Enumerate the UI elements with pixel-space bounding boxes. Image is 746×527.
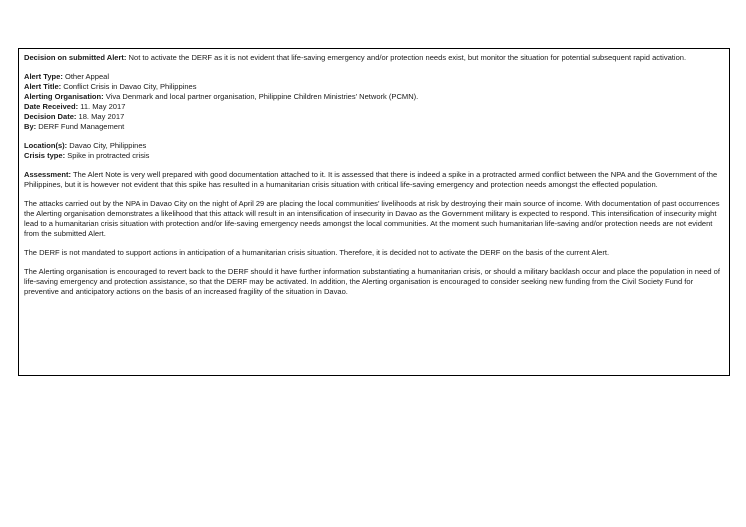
detail-location — [24, 141, 724, 151]
detail-value: Spike in protracted crisis — [65, 151, 150, 160]
detail-value: DERF Fund Management — [36, 122, 125, 131]
detail-label: Alert Type: — [24, 72, 63, 81]
detail-label: By: — [24, 122, 37, 131]
detail-value: Davao City, Philippines — [67, 141, 147, 150]
detail-date-received — [24, 102, 724, 112]
detail-value: 11. May 2017 — [78, 102, 126, 111]
decision-text: Not to activate the DERF as it is not evident that life-saving emergency and/or protection needs exist, but monitor the situation for potential subsequent rapid activation. — [126, 53, 687, 62]
assessment-text: The Alert Note is very well prepared with good documentation attached to it. It is assessed that there is indeed a spike in a protracted armed conflict between the NPA and the Government of the Philippines, but it is however not evident that this spike has resulted in a humanitarian crisis situation with critical life-saving emergency and protection needs amongst the effected population. — [24, 170, 718, 189]
assessment-paragraph — [24, 170, 724, 190]
assessment-label: Assessment: — [24, 170, 71, 179]
decision-label: Decision on submitted Alert: — [24, 53, 127, 62]
detail-value: Conflict Crisis in Davao City, Philippines — [61, 82, 197, 91]
detail-label: Alert Title: — [24, 82, 62, 91]
detail-alert-title — [24, 82, 724, 92]
detail-alert-type — [24, 72, 724, 82]
detail-value: Other Appeal — [62, 72, 110, 81]
detail-by — [24, 122, 724, 132]
detail-label: Date Received: — [24, 102, 79, 111]
body-paragraph-mandate: The DERF is not mandated to support actions in anticipation of a humanitarian crisis situation. Therefore, it is decided not to activate the DERF on the basis of the current Alert. — [24, 248, 610, 257]
detail-label: Location(s): — [24, 141, 68, 150]
detail-value: Viva Denmark and local partner organisation, Philippine Children Ministries’ Network (PCMN). — [103, 92, 419, 101]
decision-paragraph — [24, 53, 724, 63]
location-details — [24, 141, 724, 161]
detail-decision-date — [24, 112, 724, 122]
detail-label: Alerting Organisation: — [24, 92, 104, 101]
detail-alerting-organisation — [24, 92, 724, 102]
detail-crisis-type — [24, 151, 724, 161]
detail-label: Decision Date: — [24, 112, 77, 121]
body-paragraph-encouragement: The Alerting organisation is encouraged to revert back to the DERF should it have further information substantiating a humanitarian crisis, or should a military backlash occur and place the population in need of life-saving emergency and protection assistance, so that the DERF may be activated. In addition, the Alerting organisation is encouraged to consider seeking new funding from the Civil Society Fund for preventive and anticipatory actions on the basis of an increased fragility of the situation in Davao. — [24, 267, 720, 296]
decision-box — [18, 48, 730, 376]
detail-label: Crisis type: — [24, 151, 66, 160]
detail-value: 18. May 2017 — [76, 112, 125, 121]
alert-details — [24, 72, 724, 132]
body-paragraph-attacks: The attacks carried out by the NPA in Davao City on the night of April 29 are placing the local communities’ livelihoods at risk by destroying their main source of income. With documentation of past occurrences the Alerting organisation demonstrates a likelihood that this attack will result in an intensification of insecurity in Davao as the Government military is expected to respond. This intensification of insecurity might lead to a humanitarian crisis situation with protection and/or life-saving emergency needs amongst the local communities. At the moment such humanitarian life-saving and/or protection needs are not evident from the submitted Alert. — [24, 199, 720, 238]
